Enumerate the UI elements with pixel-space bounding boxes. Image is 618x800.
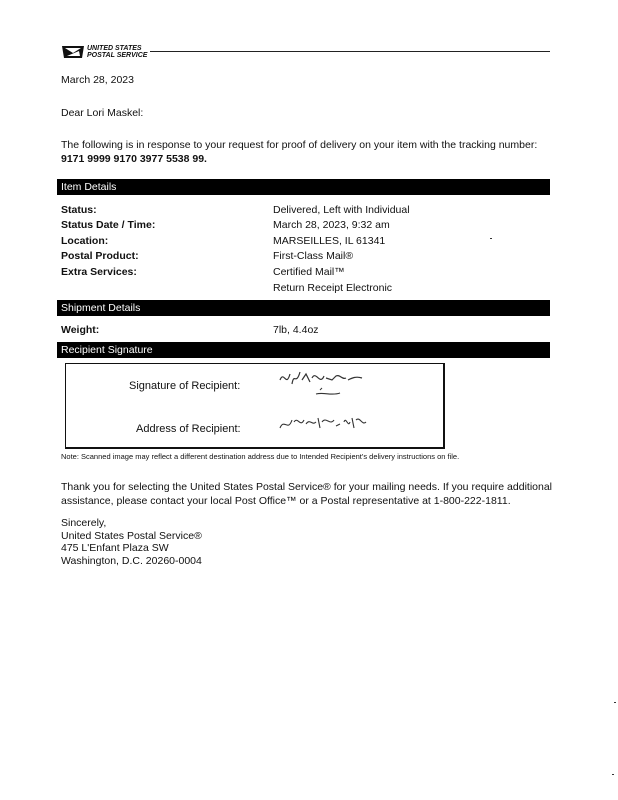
closing-org: United States Postal Service®: [61, 529, 202, 542]
status-date-label: Status Date / Time:: [61, 219, 156, 231]
location-label: Location:: [61, 235, 109, 247]
scan-speck: [490, 238, 492, 239]
sign-off: Sincerely,: [61, 517, 107, 529]
recipient-signature-image: [276, 366, 372, 402]
weight-label: Weight:: [61, 324, 100, 336]
shipment-details-heading: Shipment Details: [57, 300, 550, 316]
closing-street: 475 L'Enfant Plaza SW: [61, 542, 169, 554]
signature-label: Signature of Recipient:: [129, 380, 241, 392]
logo-text-line1: UNITED STATES: [87, 45, 142, 52]
eagle-icon: [61, 44, 85, 60]
signature-box: [65, 363, 445, 449]
logo-text-line2: POSTAL SERVICE: [87, 52, 148, 59]
letter-date: March 28, 2023: [61, 74, 134, 86]
tracking-number: 9171 9999 9170 3977 5538 99.: [61, 153, 207, 165]
status-value: Delivered, Left with Individual: [273, 204, 410, 216]
greeting: Dear Lori Maskel:: [61, 107, 144, 119]
intro-text: The following is in response to your request for proof of delivery on your item with the tracking number:: [61, 139, 538, 151]
postal-product-value: First-Class Mail®: [273, 250, 354, 262]
recipient-signature-heading: Recipient Signature: [57, 342, 550, 358]
thank-you-text: Thank you for selecting the United States Postal Service® for your mailing needs. If you require additional assistance, please contact your local Post Office™ or a Postal representative at 1-800-222-1811.: [61, 481, 552, 507]
closing-block: [61, 517, 202, 567]
scan-note: Note: Scanned image may reflect a different destination address due to Intended Recipient's delivery instructions on file.: [61, 452, 460, 461]
extra-services-value: Certified Mail™: [273, 266, 345, 278]
item-details-heading: Item Details: [57, 179, 550, 195]
header-rule: [150, 51, 550, 52]
scan-speck: [614, 702, 616, 703]
status-date-value: March 28, 2023, 9:32 am: [273, 219, 390, 231]
weight-value: 7lb, 4.4oz: [273, 324, 319, 336]
scan-speck: [612, 774, 614, 775]
postal-product-label: Postal Product:: [61, 250, 139, 262]
extra-services-value-2: Return Receipt Electronic: [273, 282, 393, 294]
location-value: MARSEILLES, IL 61341: [273, 235, 386, 247]
status-label: Status:: [61, 204, 97, 216]
recipient-address-image: [276, 410, 372, 436]
address-label: Address of Recipient:: [136, 423, 241, 435]
usps-logo: [61, 44, 151, 62]
extra-services-label: Extra Services:: [61, 266, 137, 278]
closing-city: Washington, D.C. 20260-0004: [61, 554, 202, 567]
